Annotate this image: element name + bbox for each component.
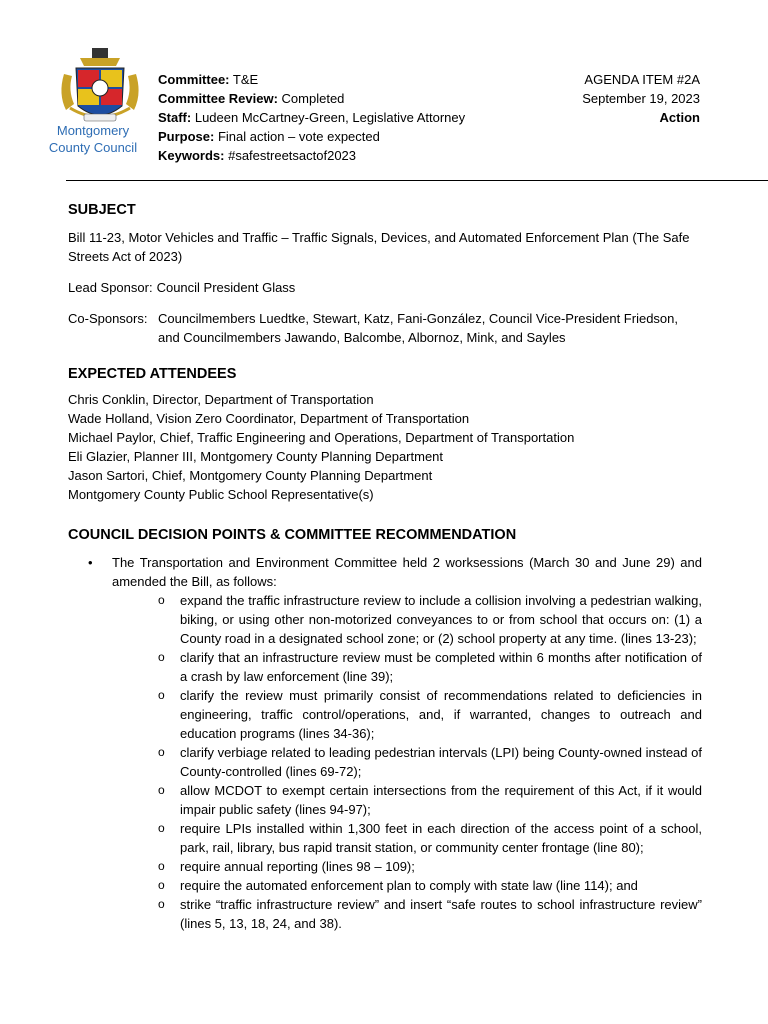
subject-text: Bill 11-23, Motor Vehicles and Traffic – Traffic Signals, Devices, and Automated Enforcement Plan (The Safe Streets Act of 2023): [68, 230, 690, 264]
org-name: [38, 122, 148, 156]
staff-label: Staff:: [158, 110, 192, 125]
attendees-section: [68, 366, 702, 504]
committee-value: T&E: [232, 72, 259, 87]
amendment-item: o clarify that an infrastructure review must be completed within 6 months after notification of a crash by law enforcement (line 39);: [68, 648, 702, 686]
amendment-item: o require LPIs installed within 1,300 feet in each direction of the access point of a school, park, rail, library, bus rapid transit station, or community center frontage (line 80);: [68, 819, 702, 857]
amendment-item: o strike “traffic infrastructure review” and insert “safe routes to school infrastructure review” (lines 5, 13, 18, 24, and 38).: [68, 895, 702, 933]
org-name-line1: Montgomery: [56, 123, 130, 138]
agenda-info: [582, 70, 700, 127]
lead-sponsor-row: [68, 278, 702, 297]
keywords-value: #safestreetsactof2023: [228, 148, 357, 163]
attendees-list: [68, 390, 702, 504]
attendee-item: Michael Paylor, Chief, Traffic Engineering and Operations, Department of Transportation: [68, 430, 575, 445]
attendee-item: Eli Glazier, Planner III, Montgomery County Planning Department: [68, 449, 444, 464]
header-info: [158, 70, 465, 165]
amendment-item: o require annual reporting (lines 98 – 109);: [68, 857, 702, 876]
committee-label: Committee:: [158, 72, 230, 87]
decision-bullet: [68, 553, 702, 591]
staff-value: Ludeen McCartney-Green, Legislative Attorney: [194, 110, 466, 125]
amendment-item: o expand the traffic infrastructure review to include a collision involving a pedestrian walking, biking, or using other non-motorized conveyances to or from school that occurs on: (1) a County road in a designated school zone; or (2) school property at any time. (lines 13-23);: [68, 591, 702, 648]
co-sponsors-row: [68, 309, 702, 347]
review-value: Completed: [281, 91, 345, 106]
amendment-item: o require the automated enforcement plan to comply with state law (line 114); and: [68, 876, 702, 895]
lead-sponsor-value: Council President Glass: [156, 280, 296, 295]
attendee-item: Chris Conklin, Director, Department of Transportation: [68, 392, 374, 407]
purpose-label: Purpose:: [158, 129, 215, 144]
subject-heading: SUBJECT: [68, 202, 136, 218]
lead-sponsor-label: Lead Sponsor:: [68, 280, 153, 295]
amendment-item: o clarify the review must primarily consist of recommendations related to deficiencies in engineering, traffic control/operations, and, if warranted, changes to outreach and education programs (lines 34-36);: [68, 686, 702, 743]
purpose-value: Final action – vote expected: [217, 129, 380, 144]
agenda-item: AGENDA ITEM #2A: [584, 72, 700, 87]
header-divider: [66, 180, 768, 181]
decision-section: [68, 527, 702, 933]
subject-section: [68, 202, 702, 347]
co-sponsors-label: Co-Sponsors:: [68, 311, 148, 326]
decision-heading: COUNCIL DECISION POINTS & COMMITTEE RECOMMENDATION: [68, 527, 517, 543]
keywords-label: Keywords:: [158, 148, 225, 163]
amendment-list: [68, 591, 702, 933]
org-name-line2: County Council: [48, 140, 138, 155]
review-label: Committee Review:: [158, 91, 278, 106]
co-sponsors-value: Councilmembers Luedtke, Stewart, Katz, Fani-González, Council Vice-President Friedson, and Councilmembers Jawando, Balcombe, Albornoz, Mink, and Sayles: [158, 311, 678, 345]
attendee-item: Montgomery County Public School Representative(s): [68, 487, 374, 502]
attendee-item: Jason Sartori, Chief, Montgomery County Planning Department: [68, 468, 433, 483]
decision-list: [68, 553, 702, 591]
action-label: Action: [659, 110, 700, 125]
attendees-heading: EXPECTED ATTENDEES: [68, 366, 237, 382]
amendment-item: o clarify verbiage related to leading pedestrian intervals (LPI) being County-owned instead of County-controlled (lines 69-72);: [68, 743, 702, 781]
amendment-item: o allow MCDOT to exempt certain intersections from the requirement of this Act, if it would impair public safety (lines 94-97);: [68, 781, 702, 819]
meeting-date: September 19, 2023: [582, 91, 700, 106]
decision-bullet-text: The Transportation and Environment Committee held 2 worksessions (March 30 and June 29) and amended the Bill, as follows:: [112, 555, 702, 589]
attendee-item: Wade Holland, Vision Zero Coordinator, Department of Transportation: [68, 411, 470, 426]
